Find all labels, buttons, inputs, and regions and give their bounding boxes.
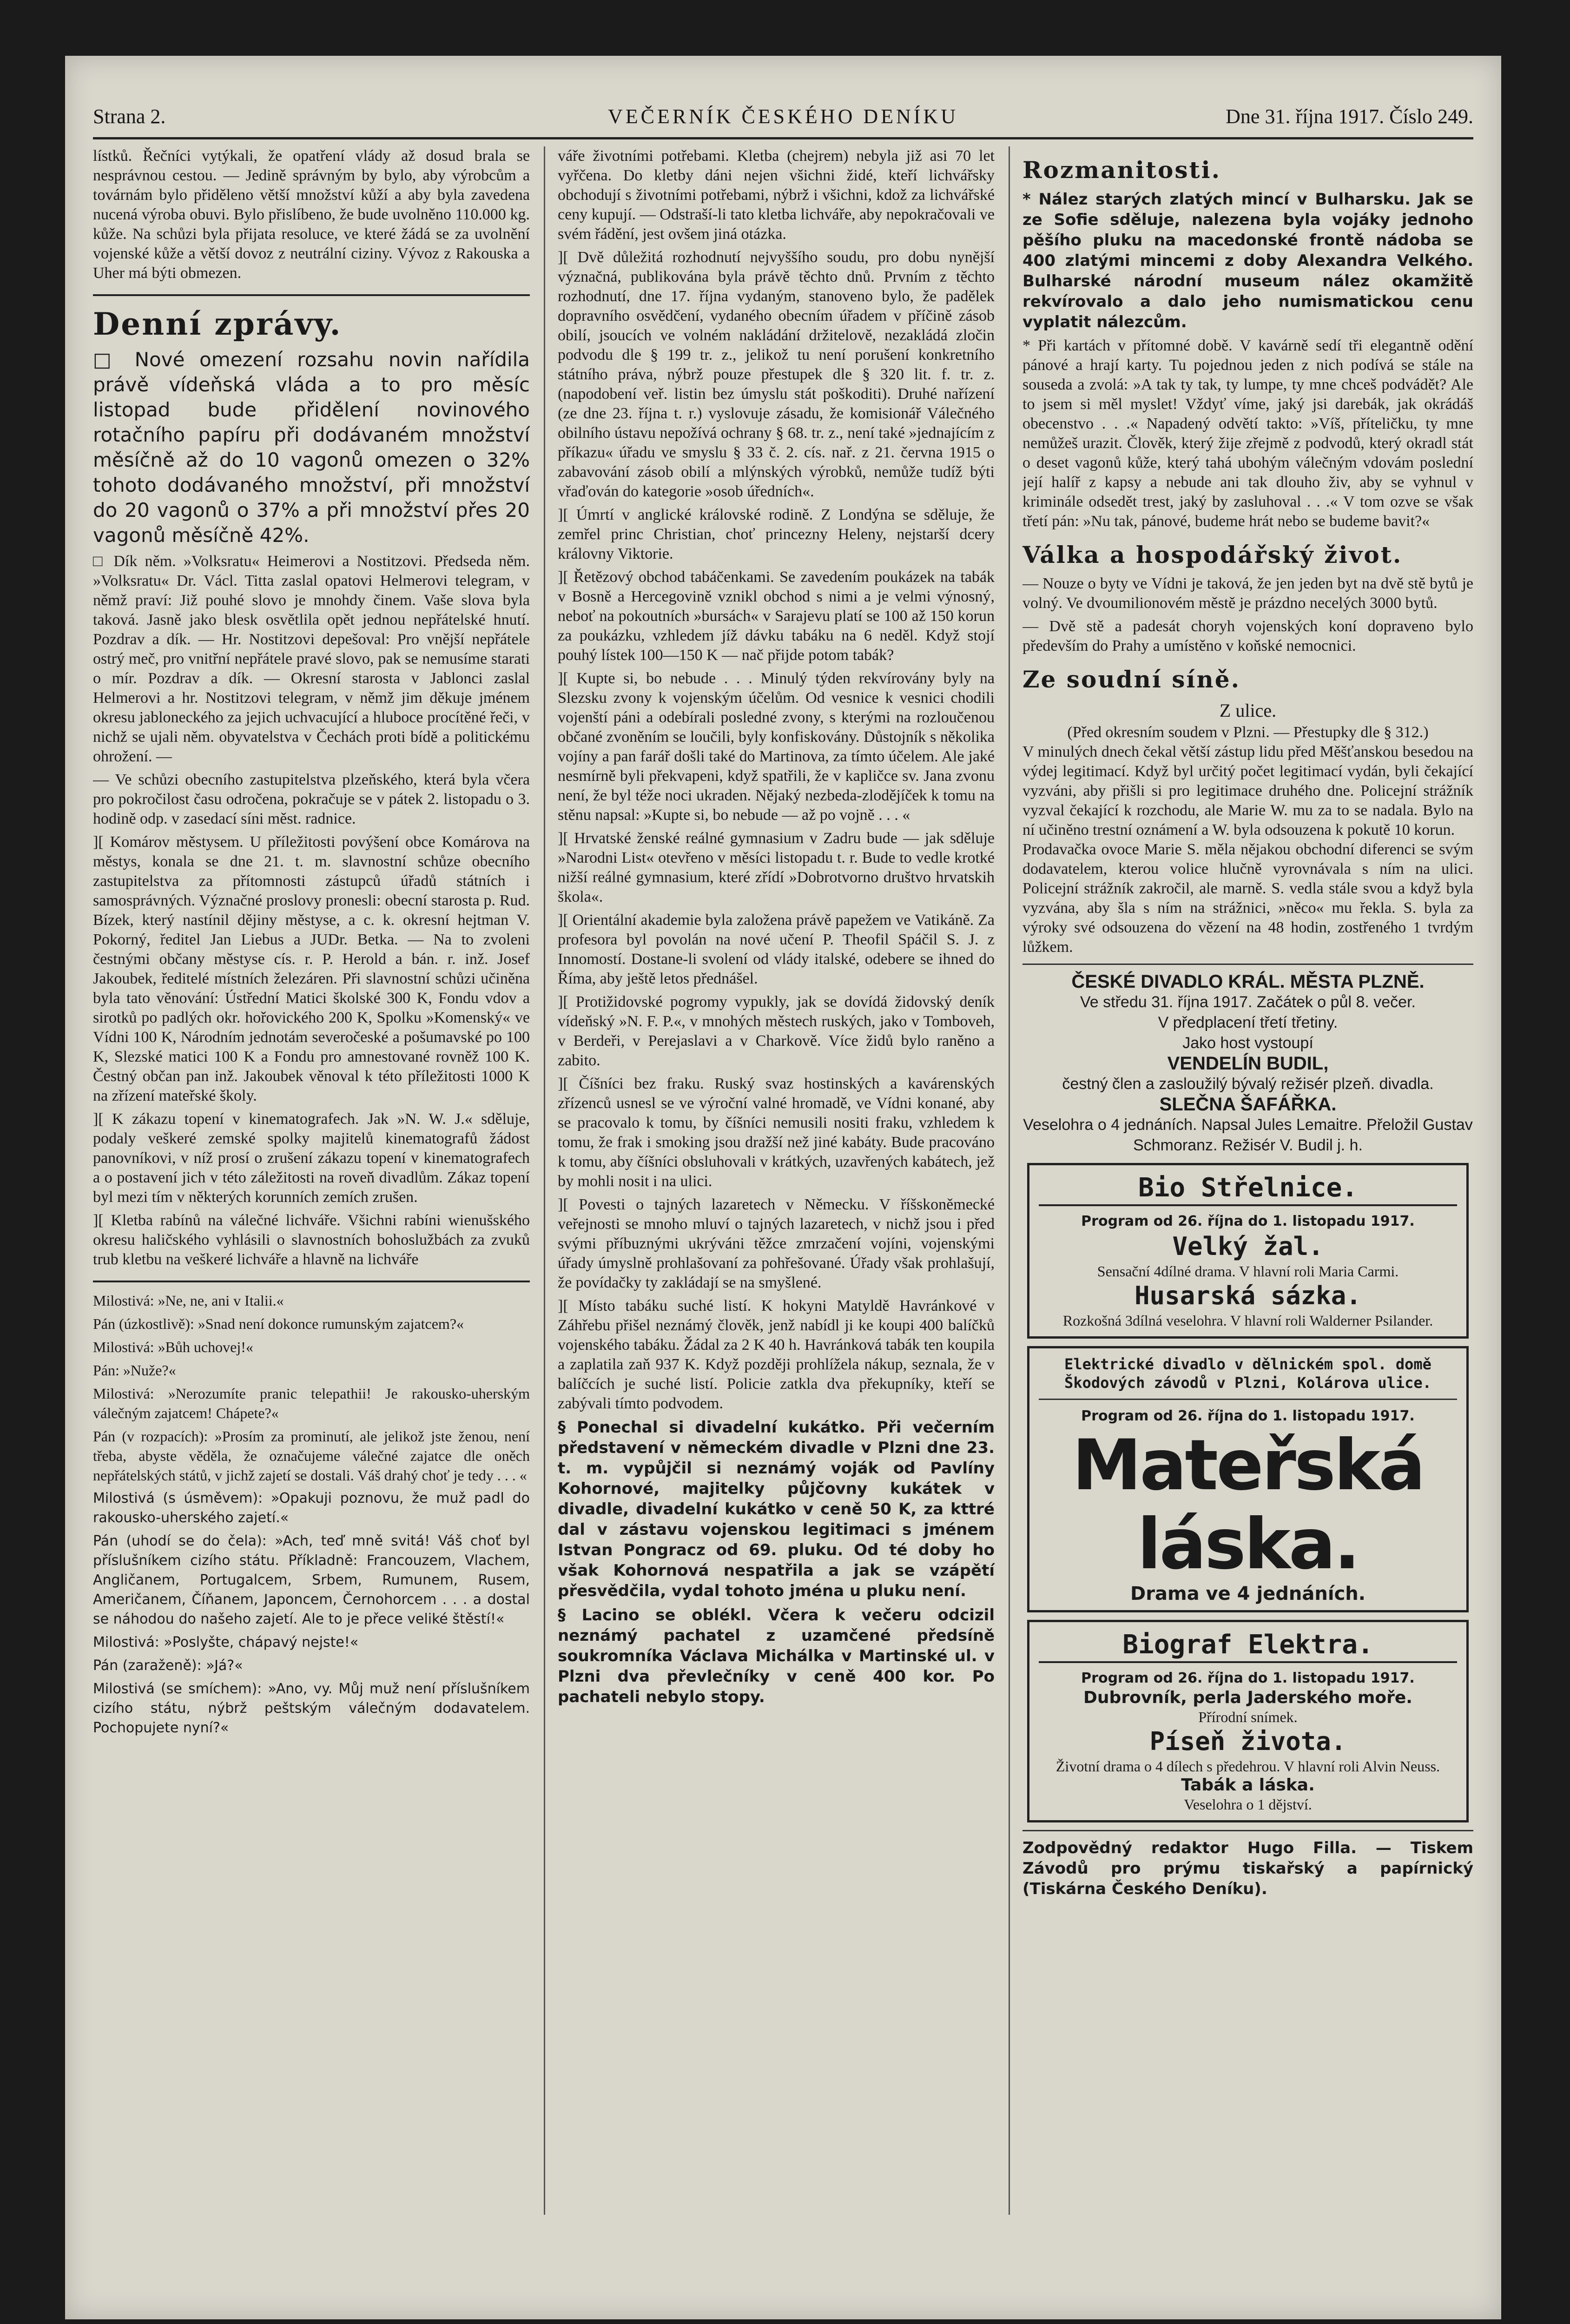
dialog-line: Pán: »Nuže?«: [93, 1362, 176, 1379]
news-item: ][ Kletba rabínů na válečné lichváře. Všichni rabíni wienušského okresu haličského vyhlásili o slavnostních bohoslužbách za zvuků trub kletbu na veškeré lichváře a hlavně na lichváře: [93, 1212, 530, 1268]
lead-article: □ Nové omezení rozsahu novin nařídila právě vídeňská vláda a to pro měsíc listopad bude přidělení novinového rotačního papíru při dodávaném množství měsíčně až do 10 vagonů omezen o 32% tohoto dodávaného množství, při množství do 20 vagonů o 37% a při množství přes 20 vagonů měsíčně 42%.: [93, 348, 530, 547]
news-item: ][ Protižidovské pogromy vypukly, jak se dovídá židovský deník vídeňský »N. F. P.«, v mnohých městech ruských, jako v Tomboveh, v Berdeři, v Perejaslavi a v Charkově. Více židů bylo raněno a zabito.: [558, 993, 995, 1069]
program-dates: Program od 26. října do 1. listopadu 1917.: [1081, 1408, 1415, 1424]
news-item: ][ Kupte si, bo nebude . . . Minulý týden rekvírovány byly na Slezsku zvony k vojenským účelům. Od vesnice k vesnici chodili vojenští páni a odebírali posledné zvony, s kterými na rozloučenou občané zvoněním se loučili, byly konfiskovány. Důstojník s několika vojíny a pan farář došli také do Martinova, za tímto účelem. Ale jaké nesmírně byli překvapeni, když spatřili, že v kapličce sv. Jana zvonu není, že byl téže noci ukraden. Nějaký nezbeda-zlodějíček k tomu na stěnu napsal: »Kupte si, bo nebude — až po vojně . . . «: [558, 670, 995, 824]
film-desc: Veselohra o 1 dějství.: [1184, 1796, 1312, 1813]
theatre-line: V předplacení třetí třetiny.: [1158, 1014, 1338, 1031]
page-header: [93, 100, 1473, 139]
film-desc: Drama ve 4 jednáních.: [1130, 1583, 1366, 1604]
newspaper-title: VEČERNÍK ČESKÉHO DENÍKU: [608, 105, 958, 128]
dialog-line: Milostivá: »Nerozumíte pranic telepathii! Je rakousko-uherským válečným zajatcem! Chápete?«: [93, 1385, 530, 1421]
court-note: (Před okresním soudem v Plzni. — Přestupky dle § 312.): [1067, 724, 1429, 741]
dialog-line: Milostivá: »Ne, ne, ani v Italii.«: [93, 1292, 284, 1309]
cinema-name: Bio Střelnice.: [1039, 1172, 1457, 1206]
news-item: váře životními potřebami. Kletba (chejrem) nebyla již asi 70 let vyřčena. Do kletby dáni nejen všichni židé, kteří lichvářsky obchodují s životními potřebami, nýbrž i všichni, kdož za lichvářské ceny kupují. — Odstraší-li tato kletba lichváře, aby nepokračovali ve svém řádění, jest ovšem jiná otázka.: [558, 147, 995, 243]
column-2: [558, 146, 995, 2215]
page-number: Strana 2.: [93, 105, 166, 128]
news-item: ][ Hrvatské ženské reálné gymnasium v Zadru bude — jak sděluje »Narodni List« otevřeno v měsíci listopadu t. r. Bude to vedle krotké nižší reálné gymnasium, které zřídí »Dobrotvorno društvo hrvatskih škola«.: [558, 830, 995, 905]
news-item: — Ve schůzi obecního zastupitelstva plzeňského, která byla včera pro pokročilost času odročena, pokračuje se v pátek 2. listopadu o 3. hodině odp. v zasedací síni měst. radnice.: [93, 771, 530, 827]
dialog-line: Pán (v rozpacích): »Prosím za prominutí, ale jelikož jste ženou, není třeba, abyste věděla, že označujeme válečné zajatce dle oněch nepřátelských států, v jichž zajetí se dostali. Váš drahý choť je tedy . . . «: [93, 1428, 530, 1484]
play-desc: Veselohra o 4 jednáních. Napsal Jules Lemaitre. Přeložil Gustav Schmoranz. Režisér V. Budil j. h.: [1023, 1116, 1473, 1154]
program-dates: Program od 26. října do 1. listopadu 1917.: [1081, 1670, 1415, 1686]
imprint: Zodpovědný redaktor Hugo Filla. — Tiskem Závodů pro prýmu tiskařský a papírnický (Tiskárna Českého Deníku).: [1022, 1839, 1473, 1898]
cinema-ad-skoda: [1027, 1346, 1469, 1612]
news-item: ][ Číšníci bez fraku. Ruský svaz hostinských a kavárenských zřízenců usnesl se ve výroční valné hromadě, ve Vídni konané, aby se pracovalo k tomu, by číšníci nemusili nositi fraku, vzhledem k tomu, že frak i smoking jsou dražší než jiné kabáty. Bude pracováno k tomu, aby číšníci obsluhovali v krátkých, uzavřených kabátech, jež by mohli nosit i na ulici.: [558, 1075, 995, 1190]
dialog-line: Pán (zaraženě): »Já?«: [93, 1657, 243, 1674]
film-title: Husarská sázka.: [1135, 1281, 1361, 1310]
news-item: * Nález starých zlatých mincí v Bulharsku. Jak se ze Sofie sděluje, nalezena byla vojáky jednoho pěšího pluku na macedonské frontě nádoba se 400 zlatými mincemi z doby Alexandra Velkého. Bulharské národní museum nález okamžitě rekvírovalo a dalo jeho numismatickou cenu vyplatit nálezcům.: [1022, 190, 1473, 331]
guest-name: VENDELÍN BUDIL,: [1167, 1053, 1329, 1074]
section-title-miscellany: Rozmanitosti.: [1022, 156, 1221, 184]
theatre-ad: [1022, 971, 1473, 1155]
news-item: ][ Dvě důležitá rozhodnutí nejvyššího soudu, pro dobu nynější význačná, publikována byla právě těchto dnů. Prvním z těchto rozhodnutí, dne 17. října vydaným, stanoveno bylo, že padělek dopravního osvědčení, vydaného obecním úřadem v příčině zásob obilí, jsoucích ve volném nakládání držitelově, nezakládá zločin podvodu dle § 199 tr. z., jelikož tu není porušení konkretního státního práva, nýbrž pouze přestupek dle § 320 lit. f. tr. z. (napodobení veř. listin bez úmyslu stát poškoditi). Druhé nařízení (ze dne 23. října t. r.) vyslovuje zásadu, že komisionář Válečného obilního ústavu nepožívá ochrany § 68. tr. z., není také »jednajícím z příkazu« úřadu ve smyslu § 33 č. 2. cís. nař. z 21. června 1915 o zabavování zásob obilí a mlýnských výrobků, nemůže tudíž býti vřaďován do kategorie »osob úředních«.: [558, 249, 995, 500]
court-subtitle: Z ulice.: [1219, 700, 1277, 721]
column-1: [93, 146, 530, 2215]
guest-desc: čestný člen a zasloužilý bývalý režisér plzeň. divadla.: [1062, 1075, 1434, 1093]
newspaper-page: [65, 56, 1501, 2319]
dialog-line: Milostivá (s úsměvem): »Opakuji poznovu, že muž padl do rakousko-uherského zajetí.«: [93, 1490, 530, 1526]
news-item: ][ Místo tabáku suché listí. K hokyni Matyldě Havránkové v Záhřebu přišel neznámý člověk, jenž nabídl ji ke koupi 400 balíčků vojenského tabáku. Žádal za 2 K 40 h. Havránková tabák ten koupila a zaplatila zaň 937 K. Když později prohlížela nákup, seznala, že v balíčcích je suché listí. Policie zatkla dva překupníky, kteří se zabývali tímto podvodem.: [558, 1297, 995, 1412]
divider: [93, 1281, 530, 1282]
film-desc: Přírodní snímek.: [1198, 1709, 1298, 1725]
news-item: □ Dík něm. »Volksratu« Heimerovi a Nostitzovi. Předseda něm. »Volksratu« Dr. Václ. Titta zaslal opatovi Helmerovi telegram, v němž praví: Již pouhé slovo je mnohdy činem. Vaše slova byla taková. Jasně jako blesk osvětlila opět jednou nepřátelské hnutí. Pozdrav a dík. — Hr. Nostitzovi depešoval: Pro vnější nepřátele ostrý meč, pro vnitřní nepřátele pravé slovo, pak se nemusíme starati o mír. Pozdrav a dík. — Okresní starosta v Jablonci zaslal Helmerovi a hr. Nostitzovi telegram, v němž jim děkuje jménem okresu jabloneckého za jejich uchvacující a hluboce procítěné řeči, v nichž se ujali něm. obyvatelstva v Čechách proti bídě a politickému ohrožení. —: [93, 553, 530, 765]
news-item: ][ Komárov městysem. U příležitosti povýšení obce Komárova na městys, konala se dne 21. t. m. slavnostní schůze obecního zastupitelstva za přítomnosti zástupců úřadů státních i samosprávných. Význačné proslovy pronesli: obecní starosta p. Rud. Bízek, který nastínil dějiny městyse, a c. k. okresní hejtman V. Pokorný, ředitel Jan Liebus a JUDr. Betka. — Na to zvoleni čestnými občany městyse cís. r. P. Herold a bán. r. inž. Josef Jakoubek, ředitelé místních železáren. Při slavnostní schůzi učiněna byla tato věnování: Ústřední Matici školské 300 K, Fondu vdov a sirotků po padlých okr. hořovického 200 K, Spolku »Komenský« ve Vídni 100 K, Národním jednotám severočeské a pošumavské po 100 K, Slezské matici 100 K a Fondu pro amnestované rovněž 100 K. Čestný občan pan inž. Jakoubek věnoval k této příležitosti 1000 K na zřízení mateřské školy.: [93, 833, 530, 1104]
cinema-ad-elektra: [1027, 1620, 1469, 1822]
divider: [1022, 1830, 1473, 1831]
issue-date: Dne 31. října 1917. Číslo 249.: [1226, 105, 1473, 128]
dialog-line: Milostivá (se smíchem): »Ano, vy. Můj muž není příslušníkem cizího státu, nýbrž peštským válečným dodavatelem. Pochopujete nyní?«: [93, 1681, 530, 1736]
film-title: Tabák a láska.: [1181, 1776, 1315, 1795]
play-title: SLEČNA ŠAFÁŘKA.: [1159, 1094, 1337, 1115]
theatre-line: Ve středu 31. října 1917. Začátek o půl 8. večer.: [1080, 993, 1416, 1011]
news-item: ][ Orientální akademie byla založena právě papežem ve Vatikáně. Za profesora byl povolán na nové učení P. Theofil Spáčil S. J. z Innomostí. Dostane-li svolení od vlády italské, odebere se ihned do Říma, aby ještě letos přednášel.: [558, 911, 995, 987]
film-title: Mateřská láska.: [1072, 1425, 1424, 1585]
film-title: Dubrovník, perla Jaderského moře.: [1083, 1688, 1412, 1707]
film-desc: Životní drama o 4 dílech s předehrou. V hlavní roli Alvin Neuss.: [1055, 1758, 1440, 1775]
film-desc: Rozkošná 3dílná veselohra. V hlavní roli Walderner Psilander.: [1062, 1312, 1433, 1329]
section-title-daily-news: Denní zprávy.: [93, 306, 342, 342]
news-item: § Ponechal si divadelní kukátko. Při večerním představení v německém divadle v Plzni dne 23. t. m. vypůjčil si neznámý voják od Pavlíny Kohornové, majitelky půjčovny kukátek v divadle, divadelní kukátko v ceně 50 K, za kttré dal v zástavu vojenskou legitimaci s jménem Istvan Pongracz od 69. pluku. Od té doby ho však Kohornová nespatřila a jak se vzápětí přesvědčila, vydal tohoto jména u pluku není.: [558, 1418, 995, 1600]
intro-paragraph: lístků. Řečníci vytýkali, že opatření vlády až dosud brala se nesprávnou cestou. — Jedině správným by bylo, aby výrobcům a továrnám bylo přiděleno větší množství kůží a aby byla zavedena nucená výroba obuvi. Bylo přislíbeno, že bude uvolněno 110.000 kg. kůže. Na schůzi byla přijata resoluce, ve které žádá se za uvolnění vojenské kůže a větší dovoz z neutrální ciziny. Vývoz z Rakouska a Uher má býti obmezen.: [93, 147, 530, 282]
theatre-line: Jako host vystoupí: [1182, 1034, 1313, 1052]
cinema-name: Biograf Elektra.: [1039, 1629, 1457, 1663]
divider: [1039, 1399, 1457, 1400]
news-item: ][ Úmrtí v anglické královské rodině. Z Londýna se sděluje, že zemřel princ Christian, choť princezny Heleny, nejstarší dcery královny Viktorie.: [558, 506, 995, 562]
court-report: V minulých dnech čekal větší zástup lidu před Měšťanskou besedou na výdej legitimací. Když byl určitý počet legitimací vydán, byli čekající vyzváni, aby přišli si pro legitimace druhého dne. Policejní strážník vyzval čekající k rozchodu, ale Marie W. mu za to se nadala. Bylo na ní učiněno trestní oznámení a W. byla odsouzena k pokutě 10 korun. Prodavačka ovoce Marie S. měla nějakou obchodní diferenci se svým dodavatelem, kterou volice hlučně vyrovnávala s ním na ulici. Policejní strážník zakročil, ale marně. S. vedla stále svou a když byla vyzvána, aby šla s ním na strážnici, »něco« mu řekla. S. byla za výroky své odsouzena do vězení na 48 hodin, zostřeného 1 tvrdým lůžkem.: [1022, 743, 1473, 956]
theatre-title: ČESKÉ DIVADLO KRÁL. MĚSTA PLZNĚ.: [1071, 971, 1425, 992]
news-item: ][ Povesti o tajných lazaretech v Německu. V říšskoněmecké veřejnosti se mnoho mluví o tajných lazaretech, v nichž jsou i před svými příbuznými ukrýváni těžce zmrzačení vojíni, vojenskými úřady úmyslně prohlašovaní za pohřešované. Úřady však prohlašují, že povídačky ty zakládají se na smyšlené.: [558, 1196, 995, 1291]
news-item: § Lacino se oblékl. Včera k večeru odcizil neznámý pachatel z uzamčené předsíně soukromníka Václava Michálka v Martinské ul. v Plzni dva převlečníky v ceně 400 kor. Po pachateli nebylo stopy.: [558, 1606, 995, 1706]
dialog-line: Milostivá: »Poslyšte, chápavý nejste!«: [93, 1634, 359, 1651]
film-desc: Sensační 4dílné drama. V hlavní roli Maria Carmi.: [1097, 1263, 1399, 1280]
news-item: — Dvě stě a padesát choryh vojenských koní dopraveno bylo především do Prahy a umístěno v koňské nemocnici.: [1022, 618, 1473, 654]
column-divider: [544, 146, 545, 2215]
news-item: ][ Řetězový obchod tabáčenkami. Se zavedením poukázek na tabák v Bosně a Hercegovině vznikl obchod s nimi a je velmi výnosný, neboť na pokoutních »bursách« v Sarajevu platí se 100 až 150 korun za poukázku, vzhledem jíž dávku tabáku na 6 neděl. Když stojí pouhý lístek 100—150 K — nač přijde potom tabák?: [558, 568, 995, 664]
film-title: Píseň života.: [1149, 1727, 1346, 1756]
dialog-line: Pán (úzkostlivě): »Snad není dokonce rumunským zajatcem?«: [93, 1315, 464, 1332]
news-item: ][ K zákazu topení v kinematografech. Jak »N. W. J.« sděluje, podaly veškeré zemské spolky majitelů kinematografů žádost panovníkovi, v níž prosí o zrušení zákazu topení v kinematografech a o postavení jich v této záležitosti na roveň divadlům. Zákaz topení byl mezi tím v některých korunních zemích zrušen.: [93, 1110, 530, 1206]
program-dates: Program od 26. října do 1. listopadu 1917.: [1081, 1213, 1415, 1229]
column-3: [1022, 146, 1473, 2215]
divider: [1022, 964, 1473, 965]
dialog-line: Pán (uhodí se do čela): »Ach, teď mně svitá! Váš choť byl příslušníkem cizího státu. Příkladně: Francouzem, Vlachem, Angličanem, Portugalcem, Srbem, Rumunem, Rusem, Američanem, Číňanem, Japoncem, Černohorcem . . . a dostal se náhodou do našeho zajetí. Ale to je přece veliké štěstí!«: [93, 1533, 530, 1627]
cinema-name: Elektrické divadlo v dělnickém spol. domě Škodových závodů v Plzni, Kolárova ulice.: [1064, 1355, 1431, 1392]
film-title: Velký žal.: [1172, 1232, 1324, 1261]
news-item: — Nouze o byty ve Vídni je taková, že jen jeden byt na dvě stě bytů je volný. Ve dvoumilionovém městě je prázdno necelých 3000 bytů.: [1022, 575, 1473, 612]
news-item: * Při kartách v přítomné době. V kavárně sedí tři elegantně odění pánové a hrají karty. Tu pojednou jeden z nich podívá se stále na souseda a zvolá: »A tak ty tak, ty lumpe, ty mne chceš podvádět? Ale to jsem si měl myslet! Vždyť víme, jaký jsi darebák, jak okrádáš obecenstvo . . .« Napadený odvětí takto: »Víš, příteličku, ty mne nemůžeš urazit. Člověk, který žije zřejmě z podvodů, který okradl stát o deset vagonů kůže, který tahá ubohým válečným vdovám poslední její halíř z kapsy a nebude ani tak dlouho živ, aby se vyhnul v kriminále odsedět trest, jaký by zasluhoval . . .« V tom ozve se však třetí pán: »Nu tak, pánové, budeme hrát nebo se budeme bavit?«: [1022, 337, 1473, 530]
cinema-ad-bio-strelnice: [1027, 1163, 1469, 1339]
section-title-court: Ze soudní síně.: [1022, 666, 1240, 693]
section-title-war-economy: Válka a hospodářský život.: [1022, 541, 1403, 568]
dialog-line: Milostivá: »Bůh uchovej!«: [93, 1339, 253, 1355]
divider: [93, 294, 530, 296]
column-divider: [1009, 146, 1010, 2215]
